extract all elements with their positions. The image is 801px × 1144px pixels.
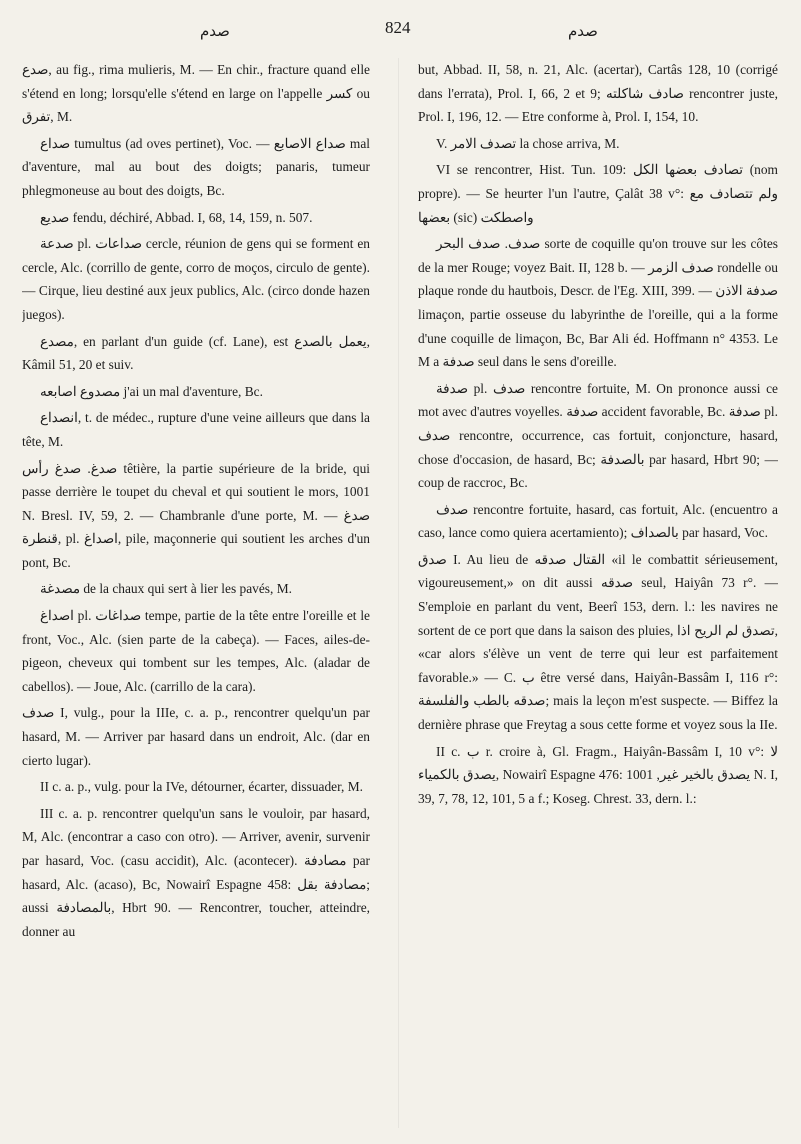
entry-paragraph: صدفة pl. صدف rencontre fortuite, M. On prononce aussi ce mot avec d'autres voyelles. صدفة accident favorable, Bc. صدفة pl. صدف rencontre, occurrence, cas fortuit, conjoncture, hasard, chose d'occasion, de hasard, Bc; بالصدفة par hasard, Hbrt 90; — coup de raccroc, Bc.: [418, 380, 778, 491]
entry-paragraph: مصدع, en parlant d'un guide (cf. Lane), est يعمل بالصدع, Kâmil 51, 20 et suiv.: [22, 333, 370, 373]
right-column: [418, 58, 778, 1134]
column-gutter: [398, 58, 399, 1128]
entry-paragraph: صدع, au fig., rima mulieris, M. — En chir., fracture quand elle s'étend en long; lorsqu'elle s'étend en large on l'appelle كسر ou تفرق, M.: [22, 62, 370, 125]
entry-paragraph: مصدوع اصابعه j'ai un mal d'aventure, Bc.: [40, 383, 263, 399]
headword-left: صدم: [200, 22, 230, 40]
entry-paragraph: but, Abbad. II, 58, n. 21, Alc. (acertar), Cartâs 128, 10 (corrigé dans l'errata), Prol. I, 66, 2 et 9; صادف شاكلته rencontrer juste, Prol. I, 196, 12. — Etre conforme à, Prol. I, 154, 10.: [418, 62, 778, 125]
headword-right: صدم: [568, 22, 598, 40]
entry-paragraph: II c. ب r. croire à, Gl. Fragm., Haiyân-Bassâm I, 10 v°: لا يصدق بالكمياء, Nowairî Espagne 476: يصدق بالخير غير, 1001 N. I, 39, 7, 78, 12, 101, 5 a f.; Koseg. Chrest. 33, dern. l.:: [418, 743, 778, 806]
left-column: [22, 58, 370, 1134]
entry-paragraph: صدف rencontre fortuite, hasard, cas fortuit, Alc. (encuentro a caso, lance como quiera acertamiento); بالصداف par hasard, Voc.: [418, 501, 778, 541]
entry-paragraph: صداع tumultus (ad oves pertinet), Voc. — صداع الاصابع mal d'aventure, mal au bout des doigts; panaris, tumeur phlegmoneuse au bout des doigts, Bc.: [22, 135, 370, 198]
entry-paragraph: صدف. صدف البحر sorte de coquille qu'on trouve sur les côtes de la mer Rouge; voyez Bait. II, 128 b. — صدف الزمر rondelle ou plaque ronde du hautbois, Descr. de l'Eg. XIII, 399. — صدفة الاذن limaçon, partie osseuse du labyrinthe de l'oreille, qui a la forme d'une coquille de limaçon, Bc, Bar Ali éd. Hoffmann n° 4353. Le M a صدفة seul dans le sens d'oreille.: [418, 236, 778, 370]
entry-paragraph: انصداع, t. de médec., rupture d'une veine ailleurs que dans la tête, M.: [22, 410, 370, 449]
entry-paragraph: VI se rencontrer, Hist. Tun. 109: تصادف بعضها الكل (nom propre). — Se heurter l'un l'autre, Çalât 38 v°: ولم تتصادف مع بعضها (sic) واصطكت: [418, 162, 778, 225]
entry-paragraph: صدغ. صدغ رأس têtière, la partie supérieure de la bride, qui passe derrière le toupet du cheval et qui soutient le mors, 1001 N. Bresl. IV, 59, 2. — Chambranle d'une porte, M. — صدغ قنطرة, pl. اصداغ, pile, maçonnerie qui soutient les arches d'un pont, Bc.: [22, 460, 370, 570]
page-number: 824: [385, 18, 411, 37]
entry-paragraph: V. تصدف الامر la chose arriva, M.: [436, 135, 620, 151]
entry-paragraph: صدف I, vulg., pour la IIIe, c. a. p., rencontrer quelqu'un par hasard, M. — Arriver par hasard dans un endroit, Alc. (dar en cierto lugar).: [22, 705, 370, 768]
entry-paragraph: II c. a. p., vulg. pour la IVe, détourner, écarter, dissuader, M.: [40, 779, 363, 795]
entry-paragraph: III c. a. p. rencontrer quelqu'un sans le vouloir, par hasard, M, Alc. (encontrar a caso con otro). — Arriver, avenir, survenir par hasard, Voc. (casu accidit), Alc. (acontecer). مصادفة par hasard, Alc. (acaso), Bc, Nowairî Espagne 458: مصادفة بقل; aussi بالمصادفة, Hbrt 90. — Rencontrer, toucher, atteindre, donner au: [22, 805, 370, 939]
entry-paragraph: اصداغ pl. صداغات tempe, partie de la tête entre l'oreille et le front, Voc., Alc. (sien parte de la cabeça). — Faces, ailes-de-pigeon, cheveux qui tombent sur les tempes, Alc. (aladar de cabellos). — Joue, Alc. (carrillo de la cara).: [22, 608, 370, 694]
entry-paragraph: صدق I. Au lieu de القتال صدقه «il le combattit sérieusement, vigoureusement,» on dit aussi صدقه seul, Haiyân 73 r°. — S'emploie en parlant du vent, Beerî 153, dern. l.: les navires ne sortent de ce port que dans la saison des pluies, تصدق لم الريح اذا, «car alors s'élève un vent de terre qui leur est parfaitement favorable.» — C. ب être versé dans, Haiyân-Bassâm I, 116 r°: صدقه بالطب والفلسفة; mais la leçon m'est suspecte. — Biffez la dernière phrase que Freytag a sous cette forme et voyez sous la IIe.: [418, 551, 778, 733]
page-header: [0, 10, 801, 50]
entry-paragraph: صديع fendu, déchiré, Abbad. I, 68, 14, 159, n. 507.: [40, 209, 313, 225]
entry-paragraph: مصدغة de la chaux qui sert à lier les pavés, M.: [40, 581, 292, 597]
entry-paragraph: صدعة pl. صداعات cercle, réunion de gens qui se forment en cercle, Alc. (corrillo de gente, corro de moços, circulo de gente). — Cirque, lieu destiné aux jeux publics, Alc. (circo donde hazen juegos).: [22, 236, 370, 322]
